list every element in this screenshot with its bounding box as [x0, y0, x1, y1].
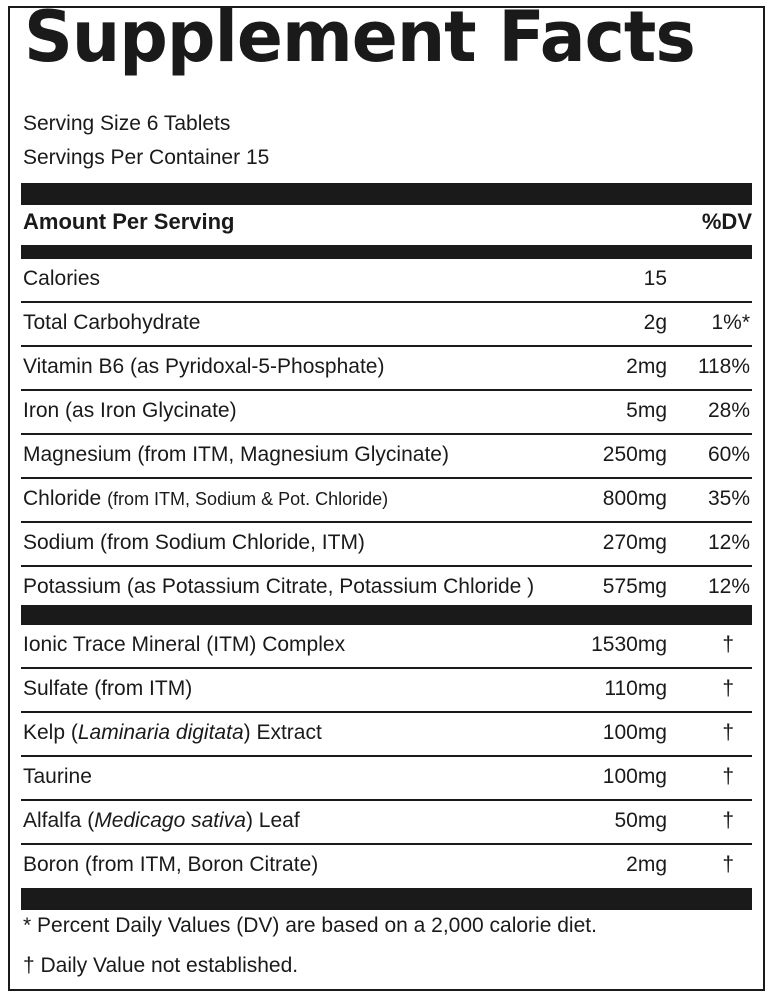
ingredient-amount: 110mg — [604, 677, 667, 700]
ingredient-name: Ionic Trace Mineral (ITM) Complex — [23, 633, 346, 656]
nutrient-dv: 60% — [707, 443, 750, 466]
nutrient-row — [21, 303, 752, 347]
ingredient-amount: 1530mg — [591, 633, 667, 656]
nutrient-amount: 2g — [643, 311, 667, 334]
ingredient-dv: † — [722, 677, 734, 700]
nutrient-amount: 575mg — [602, 575, 667, 598]
nutrient-name: Calories — [23, 267, 101, 290]
nutrient-row — [21, 435, 752, 479]
ingredient-latin-name: Medicago sativa — [94, 809, 246, 832]
ingredient-amount: 100mg — [602, 765, 667, 788]
nutrient-amount: 250mg — [602, 443, 667, 466]
nutrient-row — [21, 479, 752, 523]
dv-header: %DV — [701, 209, 752, 234]
ingredient-dv: † — [722, 809, 734, 832]
nutrient-name — [23, 487, 388, 511]
ingredient-name-suffix: ) Leaf — [245, 809, 300, 832]
panel-title: Supplement Facts — [24, 0, 695, 78]
ingredient-row — [21, 625, 752, 669]
ingredient-dv: † — [722, 853, 734, 876]
nutrient-name: Magnesium (from ITM, Magnesium Glycinate) — [23, 443, 449, 466]
nutrient-dv: 35% — [707, 487, 750, 510]
ingredient-dv: † — [722, 721, 734, 744]
ingredient-name — [23, 721, 322, 745]
nutrient-dv: 1%* — [711, 311, 750, 334]
nutrient-dv: 12% — [707, 531, 750, 554]
ingredient-name-prefix: Alfalfa ( — [23, 809, 95, 832]
nutrient-amount: 270mg — [602, 531, 667, 554]
nutrient-name: Potassium (as Potassium Citrate, Potassium Chloride ) — [23, 575, 535, 598]
ingredient-row — [21, 713, 752, 757]
nutrient-dv: 12% — [707, 575, 750, 598]
nutrient-name: Sodium (from Sodium Chloride, ITM) — [23, 531, 365, 554]
amount-per-serving-header: Amount Per Serving — [23, 209, 235, 234]
footnote-percent-dv: * Percent Daily Values (DV) are based on a 2,000 calorie diet. — [23, 914, 597, 937]
nutrient-name-main: Chloride — [23, 487, 102, 510]
nutrient-row — [21, 391, 752, 435]
nutrient-name: Iron (as Iron Glycinate) — [23, 399, 237, 422]
ingredient-dv: † — [722, 633, 734, 656]
nutrient-row — [21, 259, 752, 303]
section-divider — [21, 605, 752, 625]
ingredient-name-suffix: ) Extract — [243, 721, 322, 744]
nutrient-name: Vitamin B6 (as Pyridoxal-5-Phosphate) — [23, 355, 385, 378]
medium-divider — [21, 245, 752, 259]
serving-size: Serving Size 6 Tablets — [23, 112, 231, 135]
ingredient-row — [21, 757, 752, 801]
ingredient-latin-name: Laminaria digitata — [77, 721, 244, 744]
ingredient-amount: 100mg — [602, 721, 667, 744]
thick-divider — [21, 183, 752, 205]
nutrient-amount: 800mg — [602, 487, 667, 510]
nutrient-dv: 118% — [697, 355, 750, 378]
ingredient-name: Taurine — [23, 765, 92, 788]
bottom-divider — [21, 888, 752, 910]
nutrient-amount: 15 — [643, 267, 667, 290]
nutrient-row — [21, 347, 752, 391]
ingredient-name — [23, 809, 300, 833]
ingredient-name: Sulfate (from ITM) — [23, 677, 193, 700]
nutrient-name: Total Carbohydrate — [23, 311, 201, 334]
servings-per-container: Servings Per Container 15 — [23, 146, 270, 169]
nutrient-amount: 2mg — [626, 355, 667, 378]
footnote-dv-not-established: † Daily Value not established. — [23, 954, 299, 977]
ingredient-name: Boron (from ITM, Boron Citrate) — [23, 853, 319, 876]
ingredient-row — [21, 845, 752, 889]
nutrient-name-source: (from ITM, Sodium & Pot. Chloride) — [107, 489, 389, 509]
nutrient-row — [21, 523, 752, 567]
ingredient-name-prefix: Kelp ( — [23, 721, 78, 744]
ingredient-amount: 50mg — [614, 809, 667, 832]
supplement-facts-panel — [8, 0, 765, 991]
ingredient-dv: † — [722, 765, 734, 788]
nutrient-amount: 5mg — [626, 399, 667, 422]
ingredient-row — [21, 801, 752, 845]
ingredient-amount: 2mg — [626, 853, 667, 876]
nutrient-dv: 28% — [707, 399, 750, 422]
ingredient-row — [21, 669, 752, 713]
